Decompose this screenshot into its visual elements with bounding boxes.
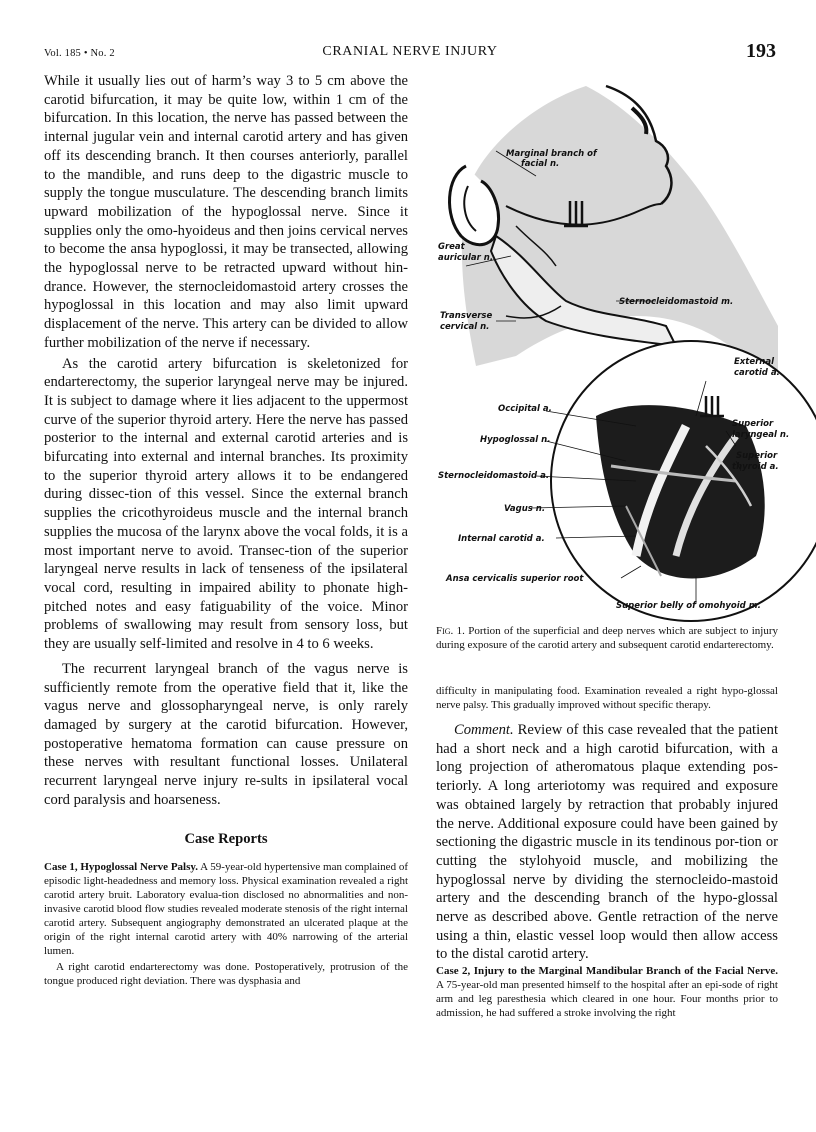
label-great: Great bbox=[438, 242, 465, 252]
case-1-continued-text: difficulty in manipulating food. Examination revealed a right hypo-glossal nerve palsy. This gradually improved without specific therapy. bbox=[436, 685, 778, 711]
case-2-title: Case 2, Injury to the Marginal Mandibular Branch of the Facial Nerve. bbox=[436, 965, 778, 977]
label-omohyoid: Superior belly of omohyoid m. bbox=[616, 601, 761, 611]
anatomical-drawing bbox=[436, 86, 790, 622]
label-transverse: Transverse bbox=[440, 311, 493, 321]
label-superior-thyroid-2: thyroid a. bbox=[732, 462, 779, 472]
label-auricular-n: auricular n. bbox=[438, 253, 494, 263]
label-occipital-a: Occipital a. bbox=[498, 404, 552, 414]
figure-1-illustration bbox=[436, 86, 790, 622]
running-head bbox=[44, 42, 776, 66]
label-carotid-a: carotid a. bbox=[734, 368, 780, 378]
case-1-paragraph-2: A right carotid endarterectomy was done. Postoperatively, protrusion of the tongue produced right deviation. There was dysphasia and bbox=[44, 961, 408, 988]
paragraph-hypoglossal-anatomy: While it usually lies out of harm’s way 3 to 5 cm above the carotid bifurcation, it may be quite low, within 1 cm of the bifurcation. In this location, the nerve has passed between the internal jugular vein and internal carotid artery and has given off its descending branch. It then courses anteriorly, parallel to the mandible, and runs deep to the digastric muscle to supply the tongue musculature. The descending branch limits upward mobilization of the hypoglossal nerve. Since it supplies only the omo-hyoideus and then joins cervical nerves to become the ansa hypoglossi, it may be transected, allowing the hypoglossal nerve to be retracted upward without hin-drance. However, the sternocleidomastoid artery crosses the hypoglossal in this location and may also limit upward displacement of the nerve. This artery can be divided to allow further mobilization of the nerve if necessary. bbox=[44, 73, 408, 351]
case-1-continuation bbox=[436, 684, 778, 712]
case-1-title: Case 1, Hypoglossal Nerve Palsy. bbox=[44, 861, 199, 874]
label-scm-artery: Sternocleidomastoid a. bbox=[438, 471, 550, 481]
left-column bbox=[44, 72, 408, 988]
label-laryngeal-n: laryngeal n. bbox=[732, 430, 790, 440]
case-2-paragraph bbox=[436, 964, 778, 1020]
comment-label: Comment. bbox=[454, 722, 514, 738]
figure-caption-text: Portion of the superficial and deep nerves which are subject to injury during exposure of the carotid artery and subsequent carotid endarterectomy. bbox=[436, 625, 779, 651]
label-ansa-cervicalis: Ansa cervicalis superior root bbox=[446, 574, 584, 584]
section-heading-case-reports: Case Reports bbox=[184, 831, 268, 848]
volume-info: Vol. 185 • No. 2 bbox=[44, 48, 115, 59]
case-1-text: A 59-year-old hypertensive man complained of episodic light-headedness and memory loss. Physical examination revealed a right carotid artery bruit. Laboratory evalua-tion disclosed no abnormalities and non-invasive carotid blood flow studies revealed moderate stenosis of the right internal carotid artery. Subsequent angiography demonstrated an ulcerated plaque at the origin of the right internal carotid artery with 40% narrowing of the arterial lumen. bbox=[44, 861, 408, 958]
paragraph-recurrent-laryngeal: The recurrent laryngeal branch of the vagus nerve is sufficiently remote from the operative field that it, like the vagus nerve and glossopharyngeal nerve, is only rarely damaged by surgery at the carotid bifurcation. However, postoperative hematoma formation can cause pressure on these nerves with resultant functional losses. Unilateral recurrent laryngeal nerve injury re-sults in ipsilateral vocal cord paralysis and hoarseness. bbox=[44, 660, 408, 808]
figure-caption-label: Fig. 1. bbox=[436, 625, 465, 637]
case-1-paragraph bbox=[44, 860, 408, 958]
comment-text: Review of this case revealed that the patient had a short neck and a high carotid bifurcation, with a long projection of atheromatous plaque extending pos-teriorly. A long arteriotomy was required and exposure was obtained largely by retraction that probably injured the nerve. Additional exposure could have been gained by sectioning the digastric muscle in its tendinous por-tion or cutting the stylohyoid muscle, and mobilizing the hypoglossal nerve by dividing the sternocleido-mastoid artery and the descending branch of the hypo-glossal nerve as described above. Gentle retraction of the nerve using a thin, elastic vessel loop would then allow access to the distal carotid artery. bbox=[436, 722, 778, 963]
comment-section bbox=[436, 721, 778, 964]
article-short-title: CRANIAL NERVE INJURY bbox=[322, 44, 498, 59]
label-marginal-branch: Marginal branch of bbox=[506, 149, 597, 159]
paragraph-superior-laryngeal: As the carotid artery bifurcation is skeletonized for endarterectomy, the superior laryngeal nerve may be injured. It is subject to damage where it lies adjacent to the uppermost curve of the superior thyroid artery. Here the nerve has passed posterior to the internal and external carotid arteries and is bifurcating into external and internal branches. Its proximity to the superior thyroid artery allows it to be endangered during dissec-tion of this vessel. Since the external branch supplies the cricothyroideus muscle and the internal branch supplies the mucosa of the larynx above the vocal folds, it is a most important nerve to avoid. Transec-tion of the superior laryngeal nerve results in lack of tenseness of the ipsilateral vocal cord, resulting in impaired ability to phonate high-pitched notes and easy fatiguability of the voice. Minor problems of swallowing may result from sensory loss, but they are usually self-limited and resolve in 4 to 6 weeks. bbox=[44, 355, 408, 653]
comment-paragraph bbox=[436, 721, 778, 964]
label-cervical-n: cervical n. bbox=[440, 322, 490, 332]
label-superior: Superior bbox=[732, 419, 774, 429]
label-superior-thyroid-1: Superior bbox=[736, 451, 778, 461]
label-external: External bbox=[734, 357, 775, 367]
case-2-section bbox=[436, 964, 778, 1020]
page-number: 193 bbox=[746, 40, 776, 62]
case-2-text: A 75-year-old man presented himself to the hospital after an epi-sode of right arm and leg paresthesia which cleared in one hour. Four months prior to admission, he had suffered a stroke involving the right bbox=[436, 979, 778, 1019]
label-internal-carotid: Internal carotid a. bbox=[458, 534, 545, 544]
label-vagus-n: Vagus n. bbox=[504, 504, 546, 514]
label-scm-muscle: Sternocleidomastoid m. bbox=[619, 297, 734, 307]
neck-shading bbox=[462, 86, 778, 386]
figure-caption bbox=[436, 624, 778, 652]
label-facial-n: facial n. bbox=[521, 159, 560, 169]
label-hypoglossal-n: Hypoglossal n. bbox=[480, 435, 551, 445]
